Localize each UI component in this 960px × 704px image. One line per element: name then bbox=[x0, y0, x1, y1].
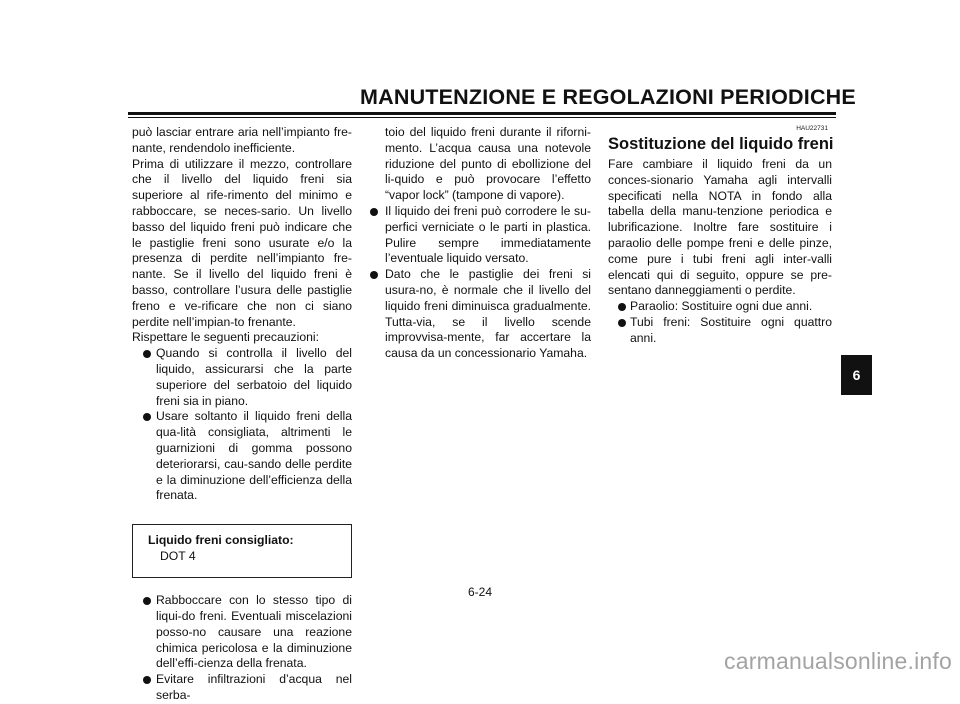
paragraph: Fare cambiare il liquido freni da un conces-sionario Yamaha agli intervalli specificati nella NOTA in fondo alla tabella della manu-tenzione periodica e lubrificazione. Inoltre fare sostituire i paraolio delle pompe freni e delle pinze, come pure i tubi freni agli inter-valli elencati qui di seguito, oppure se pre-sentano danneggiamenti o perdite. bbox=[608, 157, 832, 298]
reference-code: HAU22731 bbox=[796, 125, 828, 132]
paragraph: Rispettare le seguenti precauzioni: bbox=[132, 330, 319, 345]
bullet-icon bbox=[618, 319, 626, 327]
list-item bbox=[132, 346, 352, 409]
list-item bbox=[369, 267, 591, 362]
text-column-middle bbox=[369, 125, 591, 362]
paragraph-continuation: toio del liquido freni durante il riforni-mento. L’acqua causa una notevole riduzione del punto di ebollizione del li-quido e può provocare l’effetto “vapor lock” (tampone di vapore). bbox=[385, 125, 591, 203]
list-item-text: Usare soltanto il liquido freni della qua-lità consigliata, altrimenti le guarnizioni di gomma possono deteriorarsi, cau-sando delle perdite e la diminuzione dell’efficienza della frenata. bbox=[156, 409, 352, 503]
list-item bbox=[608, 299, 832, 315]
section-title: Sostituzione del liquido freni bbox=[608, 135, 834, 153]
bullet-icon bbox=[143, 676, 151, 684]
spec-value: DOT 4 bbox=[160, 548, 196, 563]
page-number: 6-24 bbox=[467, 585, 493, 599]
text-column-right bbox=[608, 125, 832, 347]
list-item-text: Il liquido dei freni può corrodere le su-perfici verniciate o le parti in plastica. Pulire sempre immediatamente l’eventuale liquido versato. bbox=[385, 203, 591, 266]
bullet-icon bbox=[370, 271, 378, 279]
list-item-text: Tubi freni: Sostituire ogni quattro anni. bbox=[630, 314, 832, 345]
list-item-text: Rabboccare con lo stesso tipo di liqui-do freni. Eventuali miscelazioni posso-no causare una reazione chimica pericolosa e la diminuzione dell’effi-cienza della frenata. bbox=[156, 593, 352, 671]
list-item bbox=[132, 409, 352, 504]
list-item-text: Paraolio: Sostituire ogni due anni. bbox=[630, 299, 813, 314]
list-item bbox=[608, 315, 832, 347]
header-rule-thin bbox=[128, 117, 836, 118]
paragraph: Prima di utilizzare il mezzo, controllare che il livello del liquido freni sia superiore al rife-rimento del minimo e rabboccare, se neces-sario. Un livello basso del liquido freni può indicare che le pastiglie freni sono usurate e/o la presenza di perdite nell’impianto fre-nante. Se il livello del liquido freni è basso, controllare l’usura delle pastiglie freno e ve-rificare che non ci siano perdite nell’impian-to frenante. bbox=[132, 156, 352, 329]
list-item-text: Dato che le pastiglie dei freni si usura-no, è normale che il livello del liquido freni diminuisca gradualmente. Tutta-via, se il livello scende improvvisa-mente, far accertare la causa da un concessionario Yamaha. bbox=[385, 267, 591, 361]
list-item bbox=[369, 204, 591, 267]
recommended-fluid-box bbox=[132, 524, 352, 578]
bullet-icon bbox=[618, 303, 626, 311]
bullet-icon bbox=[143, 413, 151, 421]
text-column-left bbox=[132, 125, 352, 704]
watermark: carmanualsonline.info bbox=[724, 648, 952, 674]
list-item-text: Quando si controlla il livello del liquido, assicurarsi che la parte superiore del serbatoio del liquido freni sia in piano. bbox=[156, 346, 352, 408]
bullet-icon bbox=[143, 350, 151, 358]
spec-title: Liquido freni consigliato: bbox=[148, 533, 294, 548]
bullet-icon bbox=[370, 208, 378, 216]
precautions-list bbox=[132, 346, 352, 504]
paragraph: può lasciar entrare aria nell’impianto fre-nante, rendendolo inefficiente. bbox=[132, 125, 352, 155]
page-header-title: MANUTENZIONE E REGOLAZIONI PERIODICHE bbox=[360, 85, 856, 109]
list-item-text: Evitare infiltrazioni d’acqua nel serba- bbox=[156, 672, 352, 702]
precautions-list-continued bbox=[132, 593, 352, 704]
list-item bbox=[132, 672, 352, 704]
list-item bbox=[132, 593, 352, 672]
header-rule-thick bbox=[128, 112, 836, 115]
replacement-interval-list bbox=[608, 299, 832, 346]
precautions-list bbox=[369, 204, 591, 362]
chapter-tab: 6 bbox=[841, 355, 872, 395]
